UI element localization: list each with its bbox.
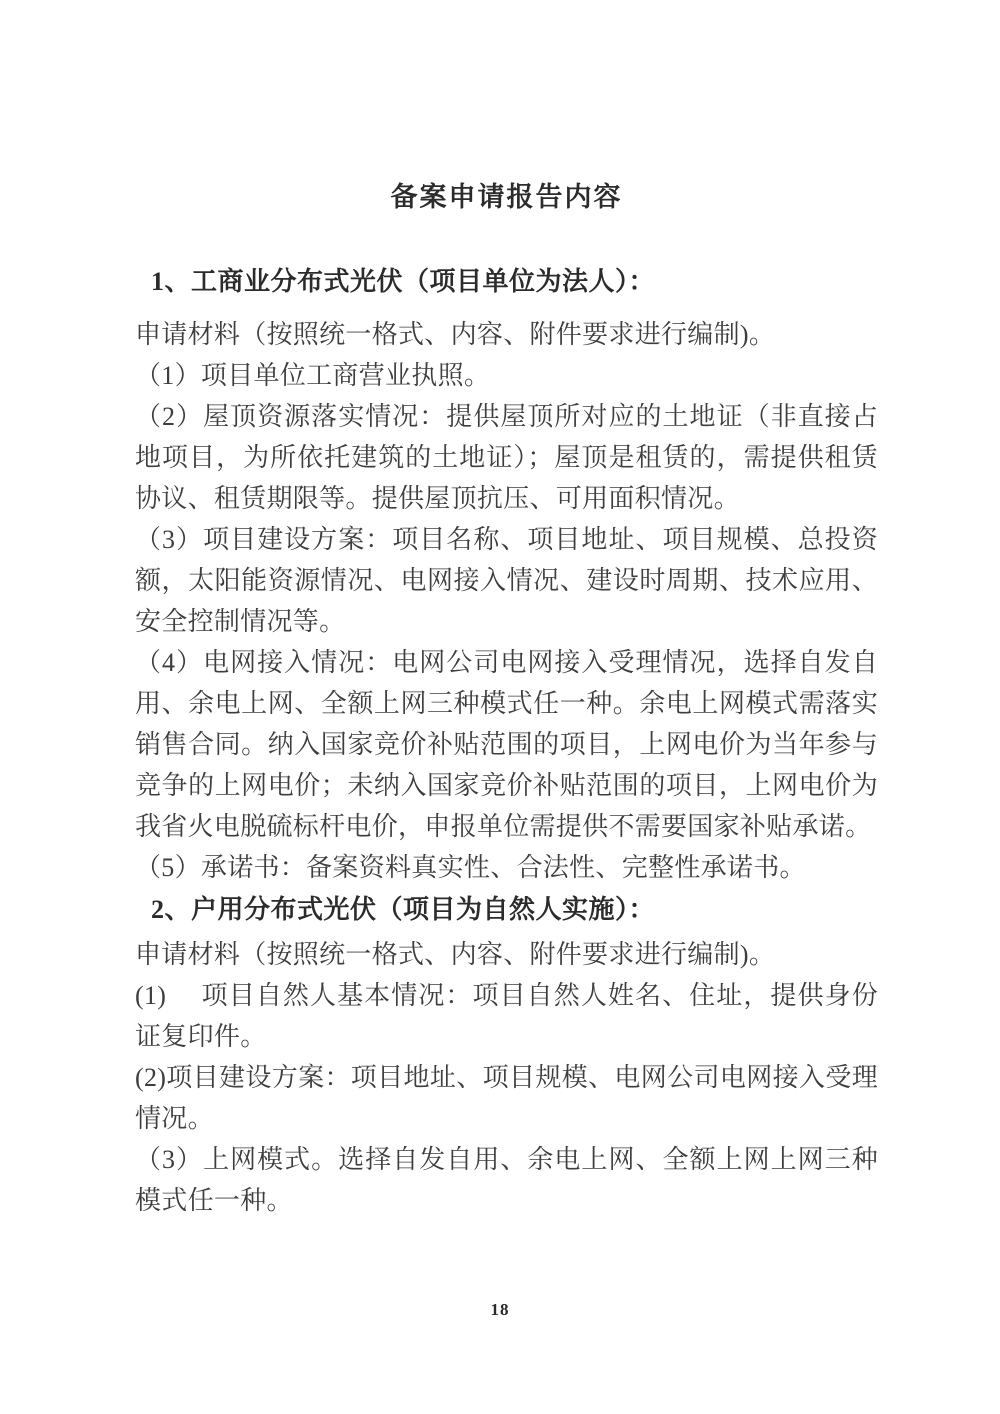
paragraph: (1) 项目自然人基本情况：项目自然人姓名、住址，提供身份证复印件。 — [135, 981, 878, 1051]
section-1-heading: 1、工商业分布式光伏（项目单位为法人）： — [151, 267, 656, 296]
section-household-pv — [135, 888, 878, 1221]
paragraph: （5）承诺书：备案资料真实性、合法性、完整性承诺书。 — [135, 853, 806, 882]
paragraph: （3）项目建设方案：项目名称、项目地址、项目规模、总投资额，太阳能资源情况、电网接入情况、建设时周期、技术应用、安全控制情况等。 — [135, 525, 878, 636]
paragraph: （4）电网接入情况：电网公司电网接入受理情况，选择自发自用、余电上网、全额上网三种模式任一种。余电上网模式需落实销售合同。纳入国家竞价补贴范围的项目，上网电价为当年参与竞争的上网电价；未纳入国家竞价补贴范围的项目，上网电价为我省火电脱硫标杆电价，申报单位需提供不需要国家补贴承诺。 — [135, 648, 878, 841]
page-title: 备案申请报告内容 — [390, 182, 623, 212]
paragraph: (2)项目建设方案：项目地址、项目规模、电网公司电网接入受理情况。 — [135, 1063, 878, 1133]
section-2-heading: 2、户用分布式光伏（项目为自然人实施）： — [151, 895, 656, 924]
paragraph: （1）项目单位工商营业执照。 — [135, 361, 491, 390]
page-number: 18 — [490, 1300, 510, 1319]
paragraph: （3）上网模式。选择自发自用、余电上网、全额上网上网三种模式任一种。 — [135, 1145, 878, 1215]
section-commercial-pv — [135, 260, 878, 888]
paragraph: 申请材料（按照统一格式、内容、附件要求进行编制)。 — [135, 940, 776, 969]
paragraph: 申请材料（按照统一格式、内容、附件要求进行编制)。 — [135, 320, 776, 349]
paragraph: （2）屋顶资源落实情况：提供屋顶所对应的土地证（非直接占地项目，为所依托建筑的土地证）；屋顶是租赁的，需提供租赁协议、租赁期限等。提供屋顶抗压、可用面积情况。 — [135, 402, 878, 513]
